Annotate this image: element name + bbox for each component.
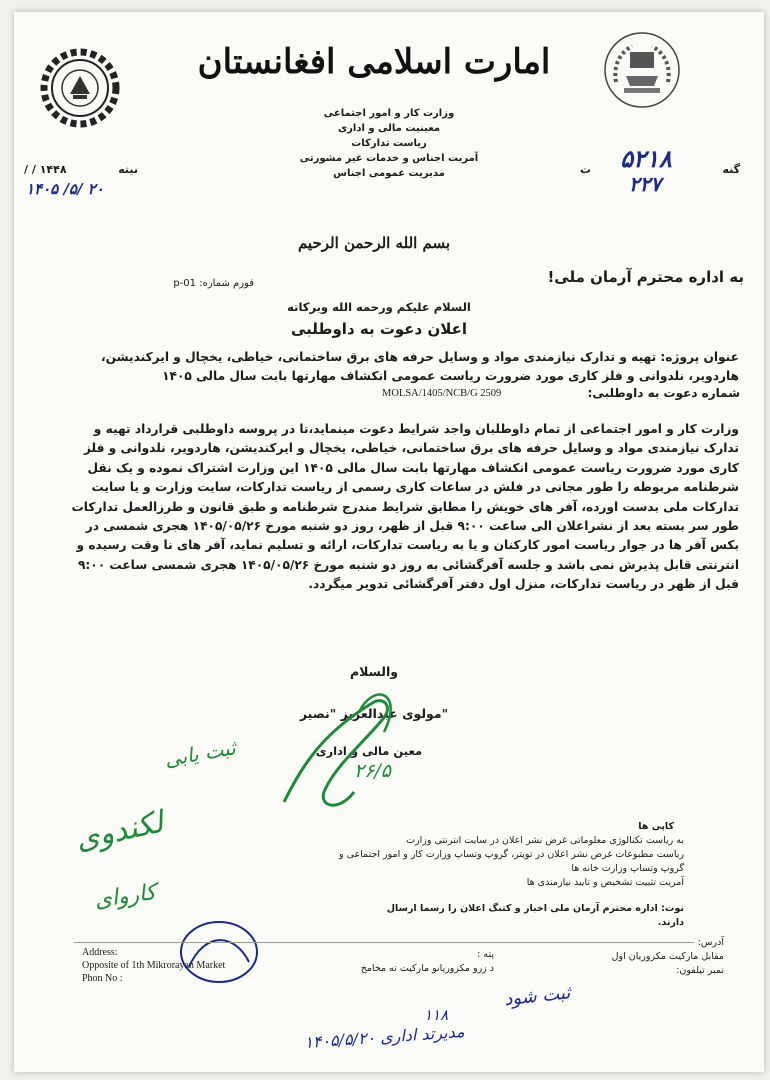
footer-english-address (82, 946, 302, 985)
ministry-line: معینیت مالی و اداری (337, 123, 441, 134)
closing: والسلام (349, 664, 399, 679)
bid-number: MOLSA/1405/NCB/G 2509 (382, 388, 502, 399)
copies-note: نوت: اداره محترم آرمان ملی اخبار و کتنگ اعلان را رسما ارسال دارند. (386, 903, 684, 928)
dari-phone: نمبر تیلفون: (676, 965, 724, 976)
date-label: نیته (118, 163, 138, 176)
date-shamsi: ۱۴۰۵ /۵/ ۲۰ (26, 180, 104, 198)
date-hijri: / / ۱۴۴۸ (24, 163, 67, 176)
green-handwriting-line-1: ثبت یابی (162, 735, 238, 772)
green-handwritten-date: ۲۶/۵ (354, 760, 392, 782)
en-address: Opposite of 1th Mikrorayan Market (82, 960, 226, 971)
ministry-line: وزارت کار و امور اجتماعی (323, 108, 455, 119)
green-signature-icon (264, 672, 414, 832)
copy-item: به ریاست تکنالوژی معلوماتی غرض نشر اعلان در سایت انترنتی وزارت (406, 835, 684, 846)
recipient: به اداره محترم آرمان ملی! (547, 268, 744, 286)
copies-list (314, 834, 684, 890)
ministry-seal-icon (40, 48, 120, 128)
letter-number-handwritten-bottom: ۲۲۷ (628, 172, 662, 196)
blue-handwriting-line-2: ۱۱۸ (424, 1006, 449, 1024)
copy-item: آمریت تثبیت تشخیص و تایید نیازمندی ها (526, 877, 684, 888)
announcement-body: وزارت کار و امور اجتماعی از تمام داوطلبان واجد شرایط دعوت مینماید،تا در پروسه داوطلبی قرارداد تهیه و تدارک نیازمندی مواد و وسایل حرفه های برق ساختمانی، خیاطی، یخچال و ایرکندیشن، هاردویر، نلدوانی و فلز کاری مورد ضرورت ریاست عمومی انکشاف مهارتها بابت سال مالی ۱۴۰۵ این وزارت اشتراک نموده و یک نقل شرطنامه مربوطه را طور مجانی در فلش در ساعات کاری رسمی از ریاست تدارکات، سایت وزارت و یا سایت تدارکات ملی بدست اورده، آفر های خویش را مطابق شرایط مندرج شرطنامه و طبق قانون و طرزالعمل تدارکات طور سر بسته بعد از نشراعلان الی ساعت ۹:۰۰ قبل از ظهر، روز دو شنبه مورخ ۱۴۰۵/۰۵/۲۶ هجری شمسی در بکس آفر ها در جوار ریاست امور کارکنان و یا به ریاست تدارکات، ارائه و تسلیم نماید، آفر های نا وقت رسیده و انترنتی قابل پذیرش نمی باشد و جلسه آفرگشائی به روز دو شنبه مورخ ۱۴۰۵/۰۵/۲۶ هجری شمسی ساعت ۹:۰۰ قبل از ظهر در ریاست تدارکات، منزل اول دفتر آفرگشائی تدویر میگردد. (71, 422, 739, 592)
ministry-block (274, 106, 504, 181)
letter-sheet (14, 12, 764, 1072)
en-address-label: Address: (82, 947, 118, 958)
signer-name: مولوی عبدالعزیز "نصیر" (299, 706, 449, 721)
dari-address-label: آدرس: (697, 937, 724, 948)
letter-number-label: گنه (722, 163, 740, 176)
ministry-line: مدیریت عمومی اجناس (333, 168, 445, 179)
ps-address: د زرو مکروریانو مارکیت ته مخامخ (360, 963, 494, 974)
letter-number-suffix: ت (580, 163, 592, 176)
blue-handwriting-line-1: ثبت شود (503, 982, 572, 1011)
signer-title: معین مالی و اداری (315, 744, 423, 758)
dari-address: مقابل مارکیت مکروریان اول (611, 951, 724, 962)
ministry-line: آمریت اجناس و خدمات غیر مشورتی (299, 153, 479, 164)
copy-item: ریاست مطبوعات غرض نشر اعلان در تویتر، گروپ وتساپ وزارت کار و امور اجتماعی و گروپ وتساپ وزارت خانه ها (339, 849, 684, 874)
basmala: بسم الله الرحمن الرحیم (297, 234, 451, 252)
green-handwriting-line-3: کاروای (92, 879, 158, 914)
state-emblem-icon (602, 30, 682, 110)
blue-handwriting-line-3: ۱۴۰۵/۵/۲۰ مدیرتد اداری (303, 1021, 466, 1053)
copies-label: کاپی ها (638, 821, 674, 832)
green-handwriting-line-2: لکندوی (72, 804, 167, 858)
document-title: امارت اسلامی افغانستان (197, 42, 551, 82)
letter-number-handwritten: ۵۲۱۸ (620, 144, 672, 173)
en-phone: Phon No : (82, 973, 123, 984)
project-title: عنوان پروژه: تهیه و تدارک نیازمندی مواد و وسایل حرفه های برق ساختمانی، خیاطی، یخچال و ایرکندیشن، هاردویر، نلدوانی و فلز کاری مورد ضرورت ریاست عمومی انکشاف مهارتها بابت سال مالی ۱۴۰۵ (101, 350, 739, 384)
bid-number-row: شماره دعوت به داوطلبی: (587, 386, 740, 400)
form-number: فورم شماره: p-01 (173, 278, 254, 289)
footer-dari-address (574, 936, 724, 978)
ps-address-label: پته : (477, 949, 494, 960)
footer-pashto-address (314, 948, 494, 976)
subject-title: اعلان دعوت به داوطلبی (290, 320, 468, 338)
greeting: السلام علیکم ورحمه الله وبرکاته (287, 300, 471, 314)
ministry-line: ریاست تدارکات (351, 138, 427, 149)
